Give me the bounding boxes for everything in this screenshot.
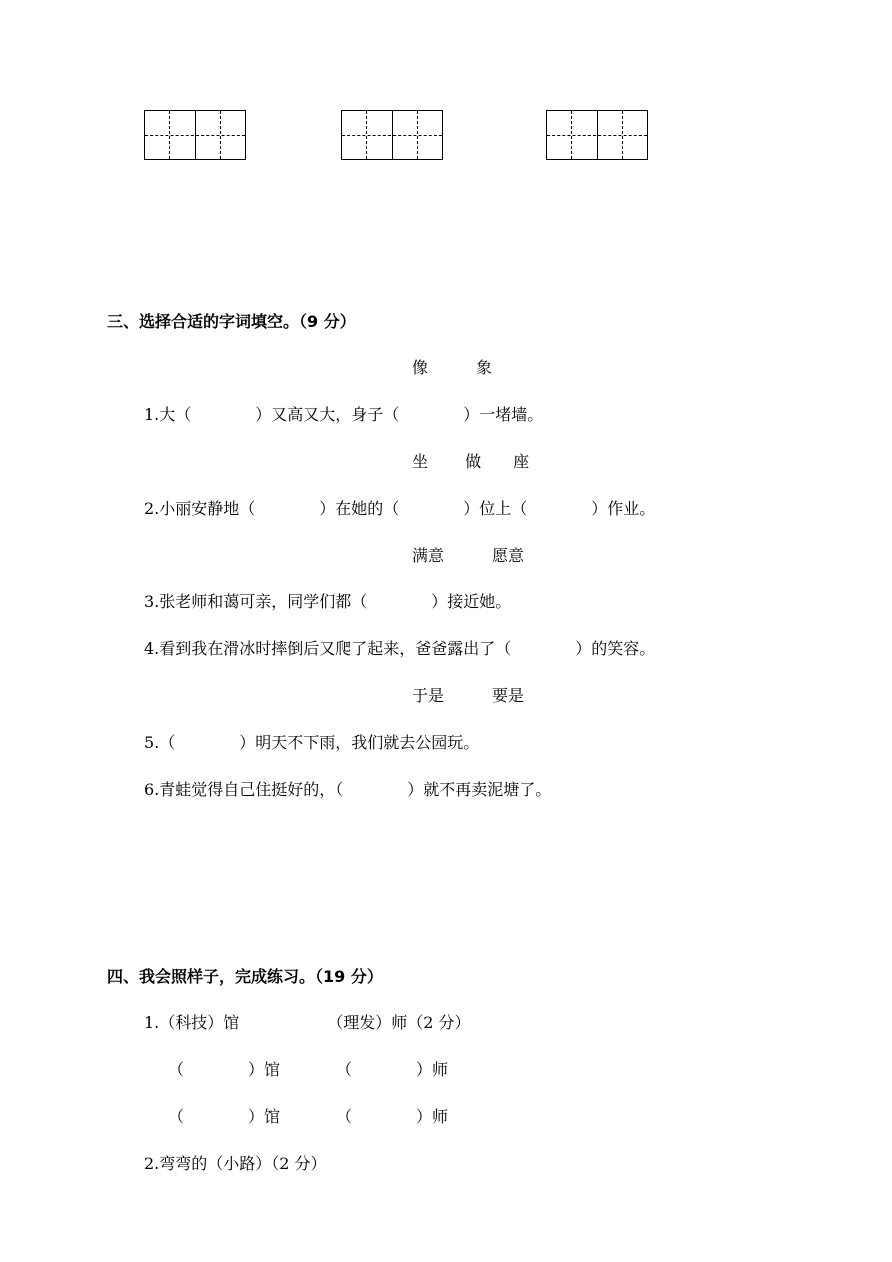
question-4-1-example: 1.（科技）馆 （理发）师（2 分） [144, 1013, 471, 1032]
question-3-5[interactable]: 5.（ ）明天不下雨，我们就去公园玩。 [144, 733, 480, 752]
section-3-heading: 三、选择合适的字词填空。（9 分） [107, 312, 356, 331]
word-options-1: 像 象 [412, 358, 493, 377]
question-3-2[interactable]: 2.小丽安静地（ ）在她的（ ）位上（ ）作业。 [144, 499, 656, 518]
writing-grid-3[interactable] [546, 110, 648, 160]
question-4-1-row-2[interactable]: （ ）馆 （ ）师 [168, 1107, 449, 1126]
word-options-2: 坐 做 座 [412, 452, 530, 471]
question-4-1-row-1[interactable]: （ ）馆 （ ）师 [168, 1060, 449, 1079]
question-4-2-example: 2.弯弯的（小路）（2 分） [144, 1154, 327, 1173]
question-3-6[interactable]: 6.青蛙觉得自己住挺好的，（ ）就不再卖泥塘了。 [144, 780, 552, 799]
question-3-1[interactable]: 1.大（ ）又高又大，身子（ ）一堵墙。 [144, 405, 544, 424]
section-4-heading: 四、我会照样子，完成练习。（19 分） [107, 967, 383, 986]
writing-grid-2[interactable] [341, 110, 443, 160]
word-options-4: 于是 要是 [412, 686, 525, 705]
writing-grid-1[interactable] [144, 110, 246, 160]
question-3-4[interactable]: 4.看到我在滑冰时摔倒后又爬了起来，爸爸露出了（ ）的笑容。 [144, 639, 656, 658]
word-options-3: 满意 愿意 [412, 546, 525, 565]
question-3-3[interactable]: 3.张老师和蔼可亲，同学们都（ ）接近她。 [144, 592, 512, 611]
